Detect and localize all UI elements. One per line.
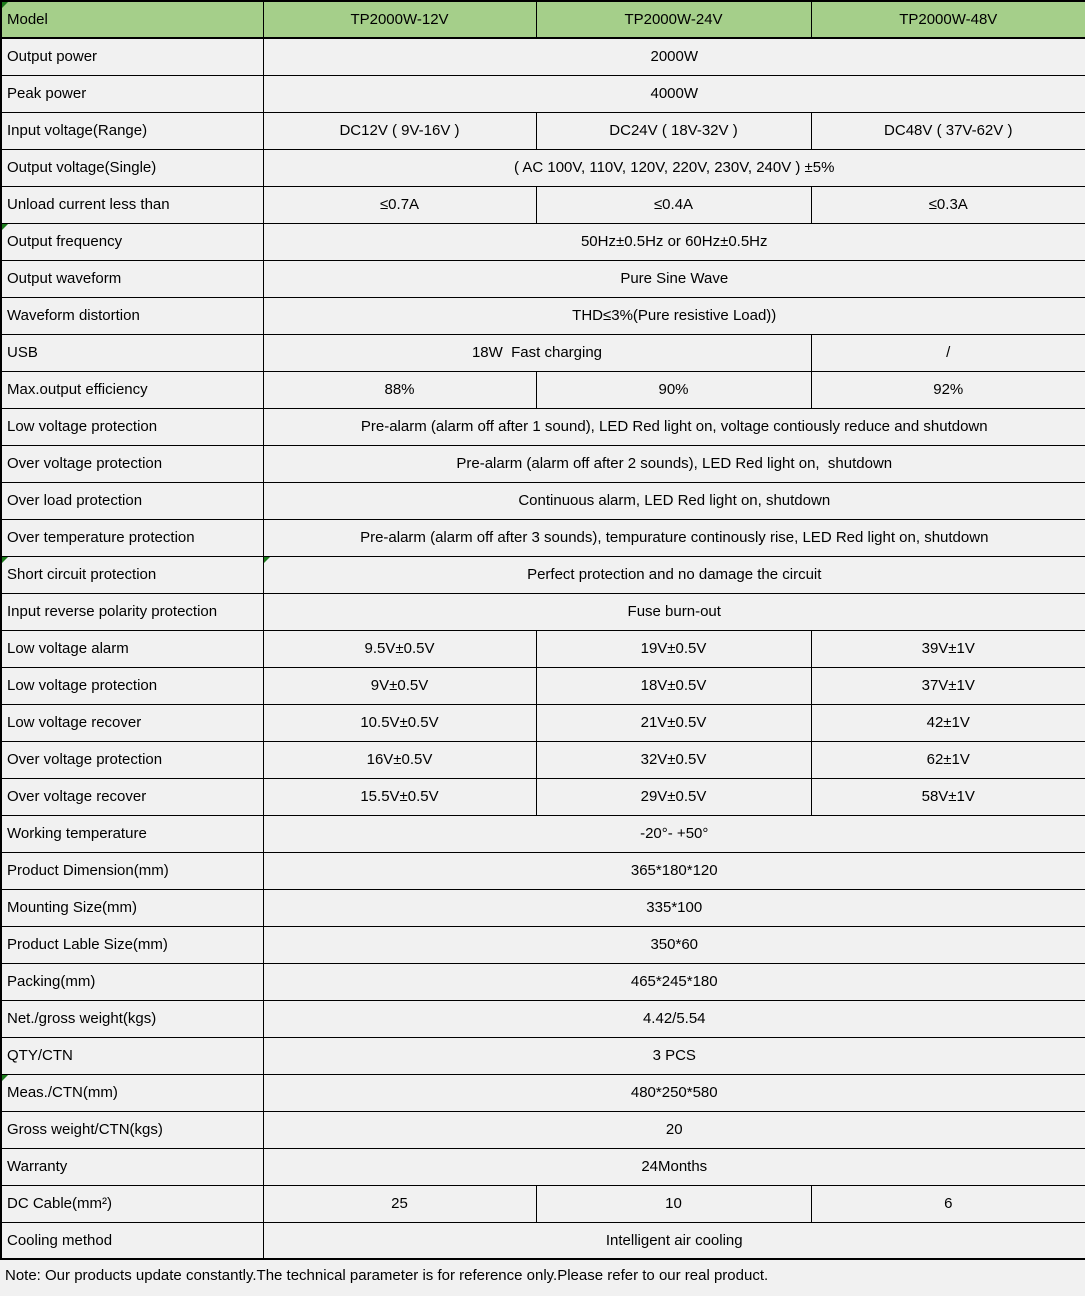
row-value: Pre-alarm (alarm off after 3 sounds), tempurature continously rise, LED Red light on, shutdown <box>263 519 1085 556</box>
row-value: 32V±0.5V <box>536 741 811 778</box>
header-column-tp2000w-24v: TP2000W-24V <box>536 1 811 38</box>
header-model-label: Model <box>1 1 263 38</box>
row-value: 18W Fast charging <box>263 334 811 371</box>
row-value: ≤0.4A <box>536 186 811 223</box>
row-value: THD≤3%(Pure resistive Load)) <box>263 297 1085 334</box>
row-value: 465*245*180 <box>263 963 1085 1000</box>
row-value: 39V±1V <box>811 630 1085 667</box>
row-value: ≤0.7A <box>263 186 536 223</box>
row-label: Warranty <box>1 1148 263 1185</box>
table-row <box>1 1185 1085 1222</box>
row-value: 335*100 <box>263 889 1085 926</box>
row-value: 29V±0.5V <box>536 778 811 815</box>
row-value: 9V±0.5V <box>263 667 536 704</box>
table-row <box>1 186 1085 223</box>
row-value: 20 <box>263 1111 1085 1148</box>
row-value: -20°- +50° <box>263 815 1085 852</box>
spec-table-body <box>1 38 1085 1259</box>
row-label: Over voltage recover <box>1 778 263 815</box>
table-row <box>1 1148 1085 1185</box>
row-value: Intelligent air cooling <box>263 1222 1085 1259</box>
row-label: Net./gross weight(kgs) <box>1 1000 263 1037</box>
row-value: 19V±0.5V <box>536 630 811 667</box>
row-value: ( AC 100V, 110V, 120V, 220V, 230V, 240V ) ±5% <box>263 149 1085 186</box>
table-row <box>1 630 1085 667</box>
table-row <box>1 445 1085 482</box>
row-value: 15.5V±0.5V <box>263 778 536 815</box>
row-value: 21V±0.5V <box>536 704 811 741</box>
row-value: / <box>811 334 1085 371</box>
header-column-tp2000w-48v: TP2000W-48V <box>811 1 1085 38</box>
row-value: 6 <box>811 1185 1085 1222</box>
row-value: 3 PCS <box>263 1037 1085 1074</box>
row-value: Pure Sine Wave <box>263 260 1085 297</box>
row-label: Over load protection <box>1 482 263 519</box>
row-value: 50Hz±0.5Hz or 60Hz±0.5Hz <box>263 223 1085 260</box>
table-row <box>1 852 1085 889</box>
row-label: Meas./CTN(mm) <box>1 1074 263 1111</box>
row-label: Over voltage protection <box>1 741 263 778</box>
table-row <box>1 1222 1085 1259</box>
table-row <box>1 889 1085 926</box>
row-value: Pre-alarm (alarm off after 2 sounds), LED Red light on, shutdown <box>263 445 1085 482</box>
table-row <box>1 408 1085 445</box>
table-row <box>1 260 1085 297</box>
row-label: Short circuit protection <box>1 556 263 593</box>
table-row <box>1 667 1085 704</box>
table-row <box>1 1074 1085 1111</box>
row-value: 4.42/5.54 <box>263 1000 1085 1037</box>
table-row <box>1 593 1085 630</box>
row-value: 37V±1V <box>811 667 1085 704</box>
row-value: 42±1V <box>811 704 1085 741</box>
row-label: Low voltage protection <box>1 408 263 445</box>
table-row <box>1 1111 1085 1148</box>
row-label: QTY/CTN <box>1 1037 263 1074</box>
table-row <box>1 519 1085 556</box>
row-label: Product Lable Size(mm) <box>1 926 263 963</box>
row-value: 350*60 <box>263 926 1085 963</box>
footer-note: Note: Our products update constantly.The technical parameter is for reference only.Please refer to our real product. <box>5 1267 769 1284</box>
row-value: 92% <box>811 371 1085 408</box>
row-value: 4000W <box>263 75 1085 112</box>
table-row <box>1 38 1085 75</box>
table-row <box>1 815 1085 852</box>
row-label: USB <box>1 334 263 371</box>
row-label: Cooling method <box>1 1222 263 1259</box>
table-row <box>1 149 1085 186</box>
row-value: 10.5V±0.5V <box>263 704 536 741</box>
row-label: Over voltage protection <box>1 445 263 482</box>
row-label: Peak power <box>1 75 263 112</box>
table-row <box>1 371 1085 408</box>
row-label: DC Cable(mm²) <box>1 1185 263 1222</box>
row-value: Perfect protection and no damage the circuit <box>263 556 1085 593</box>
row-value: 24Months <box>263 1148 1085 1185</box>
row-label: Output frequency <box>1 223 263 260</box>
row-value: 365*180*120 <box>263 852 1085 889</box>
header-column-tp2000w-12v: TP2000W-12V <box>263 1 536 38</box>
table-row <box>1 223 1085 260</box>
table-row <box>1 741 1085 778</box>
row-label: Input voltage(Range) <box>1 112 263 149</box>
row-value: 62±1V <box>811 741 1085 778</box>
row-value: 480*250*580 <box>263 1074 1085 1111</box>
row-label: Packing(mm) <box>1 963 263 1000</box>
row-label: Unload current less than <box>1 186 263 223</box>
row-value: 10 <box>536 1185 811 1222</box>
row-label: Working temperature <box>1 815 263 852</box>
row-value: ≤0.3A <box>811 186 1085 223</box>
row-label: Output voltage(Single) <box>1 149 263 186</box>
row-label: Output waveform <box>1 260 263 297</box>
row-value: 16V±0.5V <box>263 741 536 778</box>
table-row <box>1 1000 1085 1037</box>
table-row <box>1 297 1085 334</box>
row-label: Gross weight/CTN(kgs) <box>1 1111 263 1148</box>
row-label: Mounting Size(mm) <box>1 889 263 926</box>
row-value: 18V±0.5V <box>536 667 811 704</box>
table-row <box>1 704 1085 741</box>
table-row <box>1 926 1085 963</box>
table-row <box>1 112 1085 149</box>
row-label: Product Dimension(mm) <box>1 852 263 889</box>
row-value: DC24V ( 18V-32V ) <box>536 112 811 149</box>
row-value: Continuous alarm, LED Red light on, shutdown <box>263 482 1085 519</box>
table-row <box>1 482 1085 519</box>
row-label: Low voltage alarm <box>1 630 263 667</box>
table-row <box>1 963 1085 1000</box>
row-value: 90% <box>536 371 811 408</box>
row-value: 2000W <box>263 38 1085 75</box>
row-label: Max.output efficiency <box>1 371 263 408</box>
table-row <box>1 75 1085 112</box>
header-row <box>1 1 1085 38</box>
row-label: Low voltage protection <box>1 667 263 704</box>
row-value: 58V±1V <box>811 778 1085 815</box>
table-row <box>1 556 1085 593</box>
row-value: Pre-alarm (alarm off after 1 sound), LED Red light on, voltage contiously reduce and shutdown <box>263 408 1085 445</box>
row-label: Over temperature protection <box>1 519 263 556</box>
row-value: DC48V ( 37V-62V ) <box>811 112 1085 149</box>
table-row <box>1 334 1085 371</box>
table-row <box>1 778 1085 815</box>
row-label: Waveform distortion <box>1 297 263 334</box>
row-value: 88% <box>263 371 536 408</box>
row-label: Input reverse polarity protection <box>1 593 263 630</box>
row-value: DC12V ( 9V-16V ) <box>263 112 536 149</box>
row-value: 9.5V±0.5V <box>263 630 536 667</box>
row-value: Fuse burn-out <box>263 593 1085 630</box>
row-label: Low voltage recover <box>1 704 263 741</box>
table-row <box>1 1037 1085 1074</box>
row-label: Output power <box>1 38 263 75</box>
row-value: 25 <box>263 1185 536 1222</box>
